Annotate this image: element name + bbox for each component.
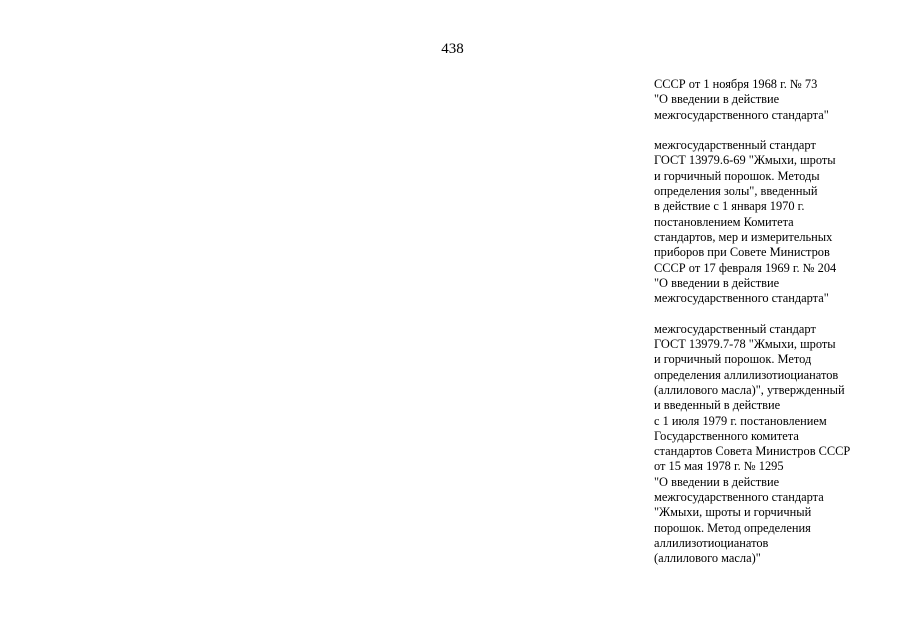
text-line: определения аллилизотиоцианатов [654, 367, 839, 382]
page-number: 438 [441, 41, 464, 57]
text-block-2 [654, 138, 894, 306]
text-line: с 1 июля 1979 г. постановлением [654, 413, 827, 428]
text-line: межгосударственного стандарта [654, 490, 824, 505]
text-line: "Жмыхи, шроты и горчичный [654, 505, 812, 520]
text-line: "О введении в действие [654, 474, 780, 489]
text-line: и введенный в действие [654, 398, 781, 413]
text-line: "О введении в действие [654, 275, 780, 290]
text-line: межгосударственный стандарт [654, 138, 816, 153]
text-line: стандартов, мер и измерительных [654, 229, 833, 244]
text-line: (аллилового масла)" [654, 551, 761, 566]
text-line: межгосударственного стандарта" [654, 291, 829, 306]
text-line: СССР от 17 февраля 1969 г. № 204 [654, 260, 837, 275]
text-line: (аллилового масла)", утвержденный [654, 382, 845, 397]
text-block-3 [654, 322, 894, 567]
text-line: постановлением Комитета [654, 214, 794, 229]
text-line: порошок. Метод определения [654, 520, 811, 535]
text-line: ГОСТ 13979.7-78 "Жмыхи, шроты [654, 337, 836, 352]
text-line: межгосударственный стандарт [654, 321, 816, 336]
text-line: стандартов Совета Министров СССР [654, 444, 851, 459]
text-line: "О введении в действие [654, 92, 780, 107]
text-block-1 [654, 77, 894, 123]
text-line: Государственного комитета [654, 428, 799, 443]
text-line: и горчичный порошок. Метод [654, 352, 812, 367]
text-line: в действие с 1 января 1970 г. [654, 199, 805, 214]
text-line: ГОСТ 13979.6-69 "Жмыхи, шроты [654, 153, 836, 168]
text-line: межгосударственного стандарта" [654, 107, 829, 122]
text-line: и горчичный порошок. Методы [654, 168, 820, 183]
text-line: от 15 мая 1978 г. № 1295 [654, 459, 784, 474]
text-column [654, 77, 894, 582]
text-line: аллилизотиоцианатов [654, 535, 769, 550]
text-line: СССР от 1 ноября 1968 г. № 73 [654, 77, 818, 91]
text-line: приборов при Совете Министров [654, 245, 830, 260]
text-line: определения золы", введенный [654, 184, 818, 199]
